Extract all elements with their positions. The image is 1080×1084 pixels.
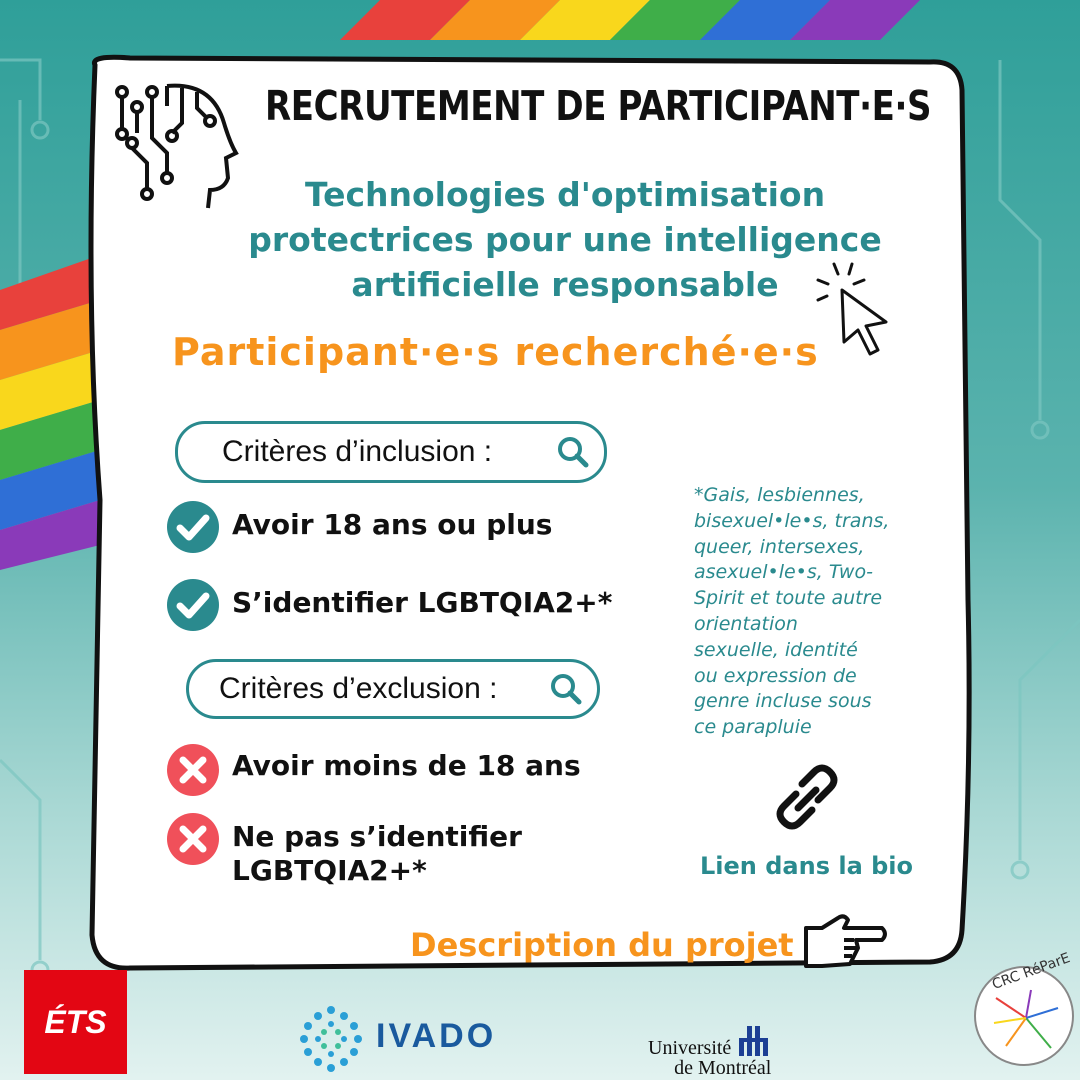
click-cursor-icon [814, 262, 894, 362]
check-circle-icon [166, 500, 220, 554]
footnote-line: asexuel•le•s, Two- [694, 561, 873, 584]
udem-crest-icon [735, 1024, 771, 1058]
link-icon[interactable] [772, 764, 842, 830]
footnote-line: genre incluse sous [694, 690, 872, 713]
search-icon [549, 672, 583, 706]
footnote-line: Spirit et toute autre [694, 587, 883, 610]
project-description-link[interactable]: Description du projet [410, 926, 794, 964]
link-in-bio[interactable]: Lien dans la bio [700, 852, 914, 880]
page-title: RECRUTEMENT DE PARTICIPANT·E·S [265, 82, 932, 130]
inclusion-item: S’identifier LGBTQIA2+* [232, 586, 613, 619]
pointing-hand-icon [804, 910, 888, 972]
lgbtq-footnote [694, 483, 916, 741]
exclusion-item: Avoir moins de 18 ans [232, 749, 581, 782]
x-circle-icon [166, 743, 220, 797]
udem-logo [648, 1024, 771, 1078]
crc-logo-text: CRC RéParE [990, 950, 1073, 994]
check-circle-icon [166, 578, 220, 632]
footnote-line: *Gais, lesbiennes, [694, 484, 865, 506]
inclusion-label: Critères d’inclusion : [222, 435, 493, 468]
footnote-line: ce parapluie [694, 716, 812, 739]
ivado-mark-icon [296, 1004, 366, 1074]
footnote-line: bisexuel•le•s, trans, [694, 509, 890, 532]
crc-emblem-icon [976, 968, 1074, 1066]
ets-logo [24, 970, 127, 1074]
udem-line-2: de Montréal [674, 1057, 772, 1079]
subtitle-line: artificielle responsable [351, 265, 779, 304]
inclusion-criteria-pill [175, 421, 607, 483]
project-subtitle [215, 172, 915, 307]
exclusion-item: Ne pas s’identifier LGBTQIA2+* [232, 820, 522, 887]
subtitle-line: Technologies d'optimisation [304, 175, 826, 214]
footnote-line: queer, intersexes, [694, 535, 865, 558]
inclusion-item: Avoir 18 ans ou plus [232, 508, 553, 541]
sought-heading: Participant·e·s recherché·e·s [172, 330, 819, 374]
footnote-line: sexuelle, identité [694, 638, 858, 661]
ets-logo-text: ÉTS [44, 1003, 107, 1040]
x-circle-icon [166, 812, 220, 866]
exclusion-criteria-pill [186, 659, 600, 719]
subtitle-line: protectrices pour une intelligence [248, 220, 882, 259]
exclusion-label: Critères d’exclusion : [219, 672, 498, 705]
udem-line-1: Université [648, 1037, 732, 1059]
ivado-logo-text: IVADO [376, 1017, 497, 1055]
footnote-line: ou expression de [694, 664, 857, 687]
search-icon [556, 435, 590, 469]
footnote-line: orientation [694, 612, 798, 635]
